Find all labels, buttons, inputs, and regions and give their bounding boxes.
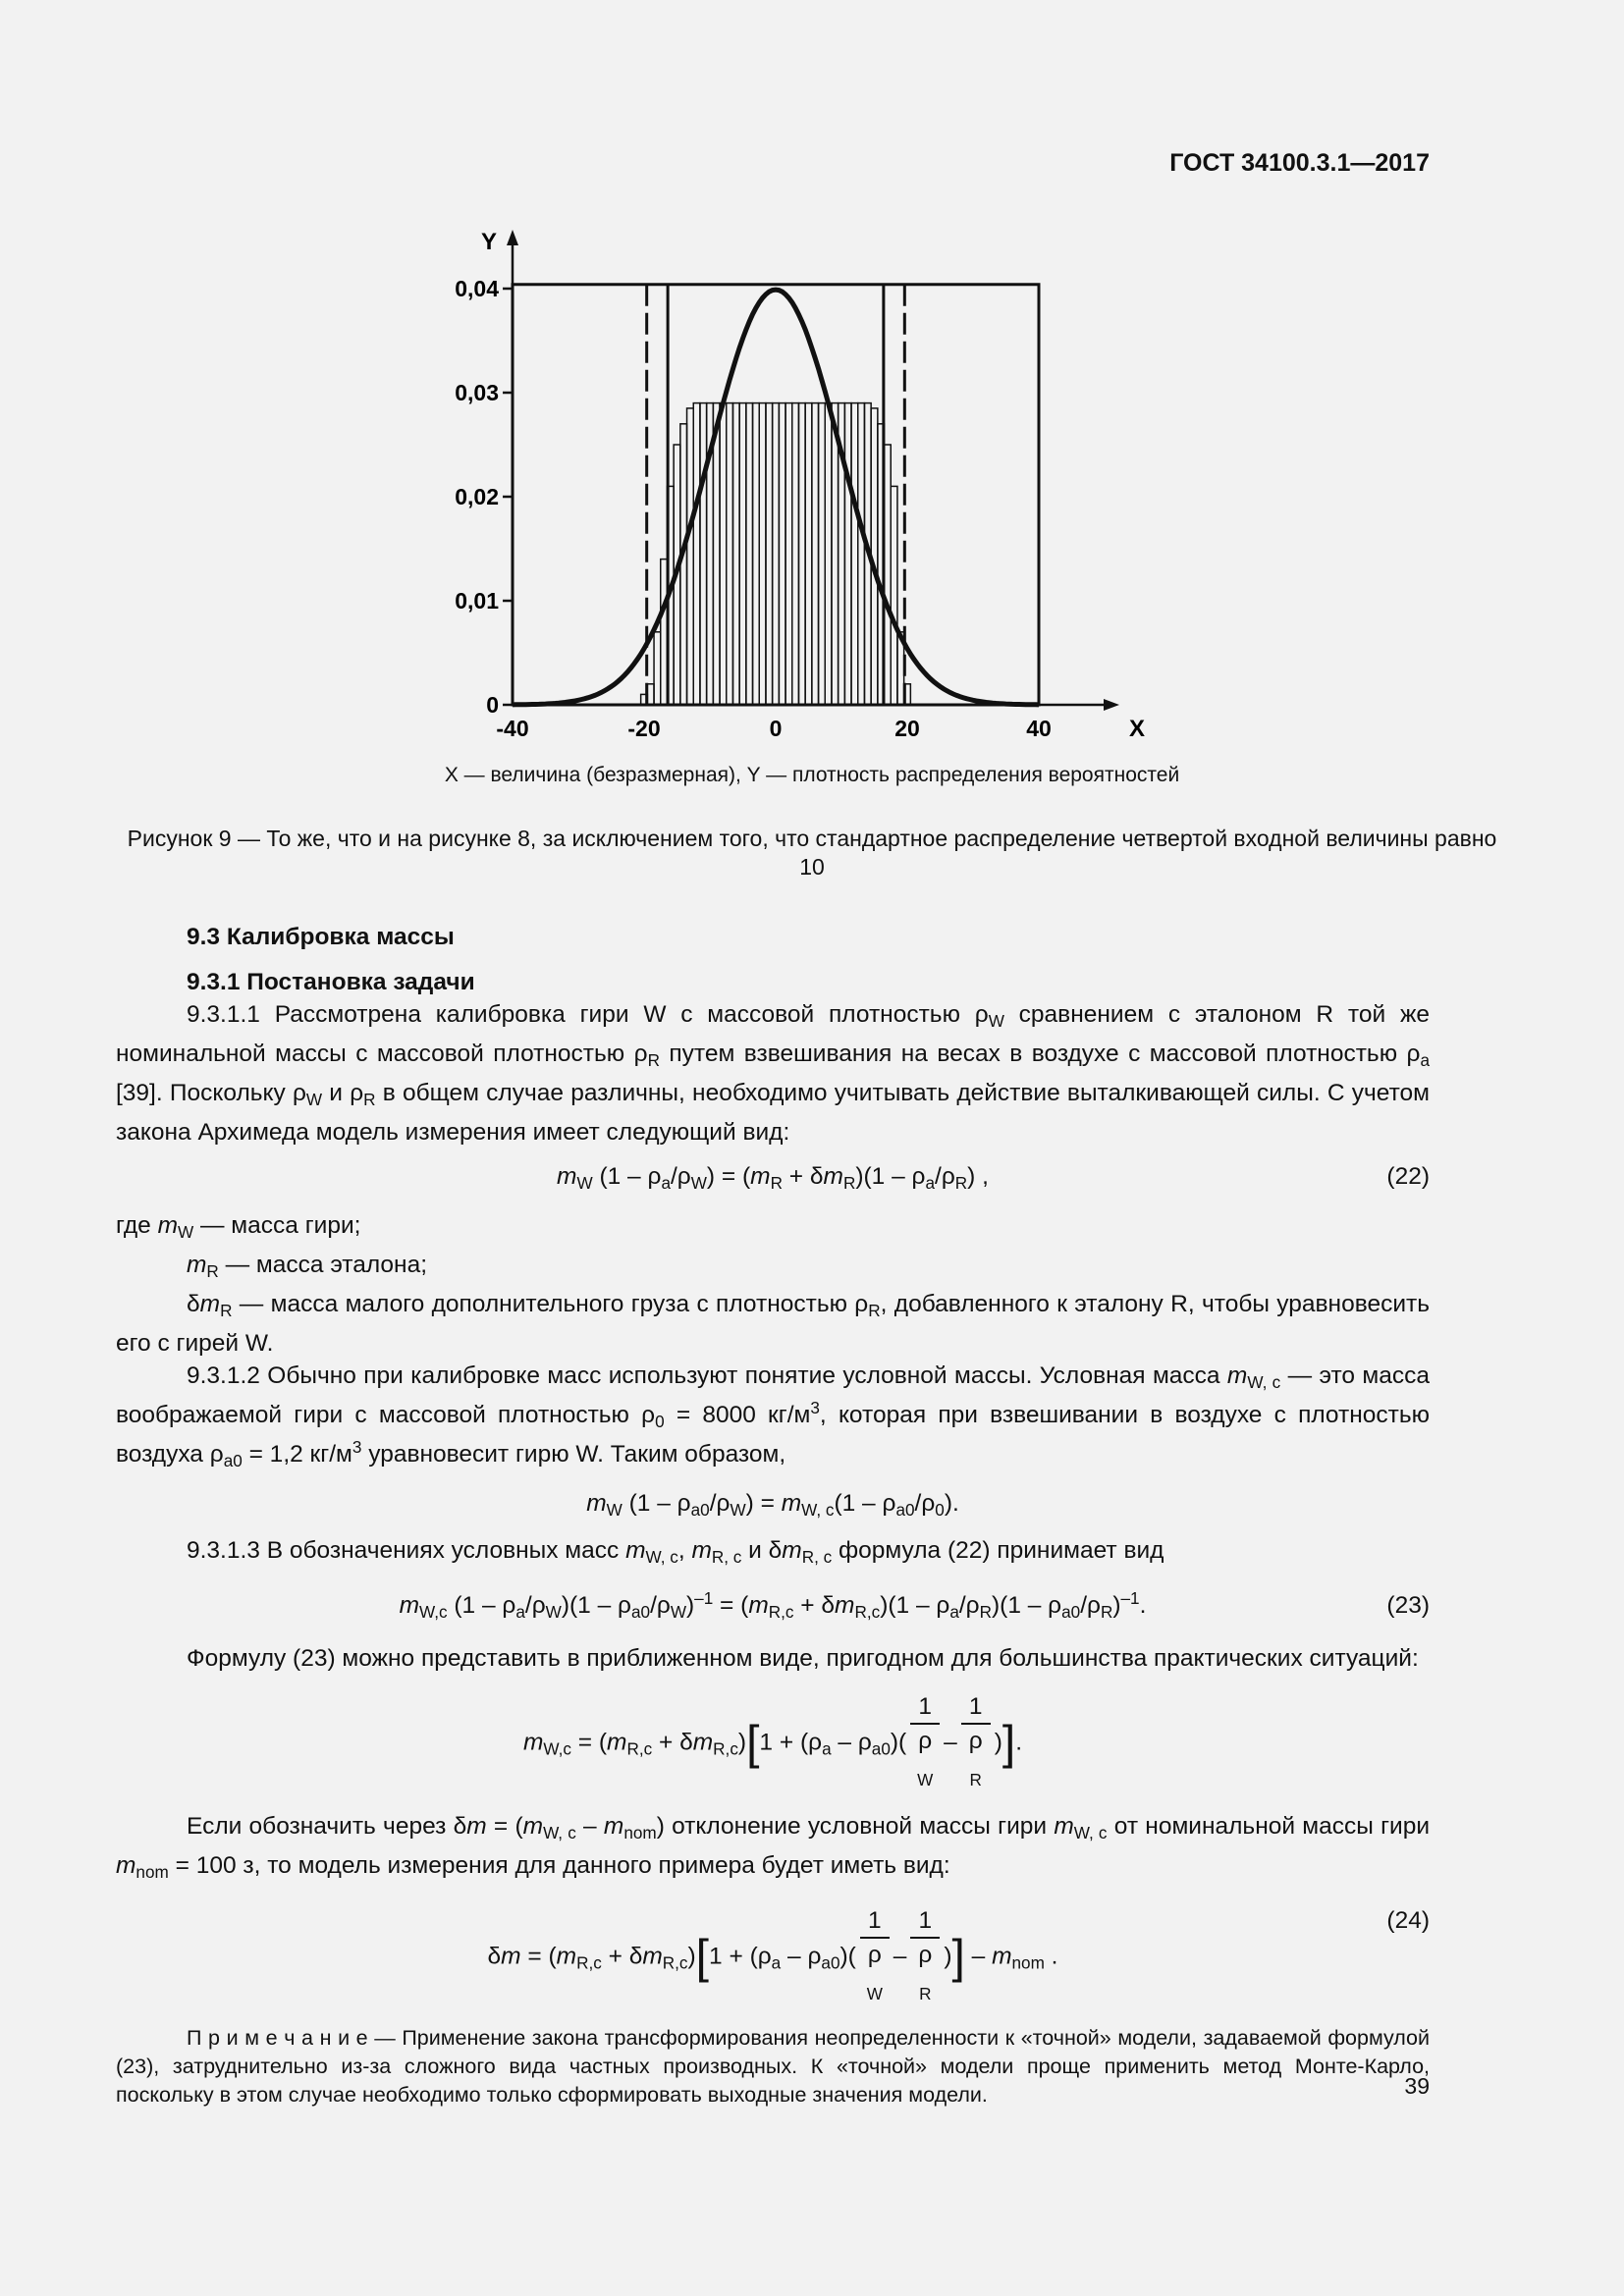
histogram-bar: [851, 403, 858, 705]
y-axis-label: Y: [480, 229, 498, 255]
histogram-bar: [766, 403, 773, 705]
section-heading-9-3: 9.3 Калибровка массы: [187, 924, 455, 950]
x-tick-label: 20: [894, 716, 920, 741]
paragraph-approximation: Формулу (23) можно представить в приближенном виде, пригодном для большинства практических ситуаций:: [187, 1645, 1419, 1672]
histogram-bar: [687, 408, 694, 705]
histogram-bar: [661, 560, 668, 705]
equation-22: $m_W$ $(1 - \rho_a/\rho_W) = (m_R + \delta m_R)(1 - \rho_a/\rho_R)$ , (22): [116, 1160, 1430, 1200]
histogram-bar: [713, 403, 720, 705]
paragraph-deviation: Если обозначить через $\delta m = (m_{W, c} - m_{nom})$ отклонение условной массы гири $m_{W, c}$ от номинальной массы гири $m_{nom} = 100$ з, то модель измерения для данного примера будет иметь вид:: [116, 1813, 1431, 1882]
histogram-bar: [891, 486, 897, 705]
equation-approximate: $m_{W,c} = (m_{R,c} + \delta m_{R,c})[1 + (\rho_a - \rho_{a0})$( 1 ρ $_W$ – 1 ρ $_R$ )].: [116, 1690, 1430, 1796]
x-tick-label: 40: [1026, 716, 1052, 741]
histogram-bar: [720, 403, 727, 705]
histogram-bar: [832, 403, 839, 705]
where-line-3: $\delta m_R$ — масса малого дополнительного груза с плотностью $\rho_R$, добавленного к эталону R, чтобы уравновесить его с гирей W.: [116, 1291, 1430, 1357]
histogram-bar: [792, 403, 799, 705]
page-number: 39: [1404, 2073, 1430, 2099]
y-tick-label: 0,02: [455, 484, 499, 509]
histogram-bar: [739, 403, 746, 705]
section-heading-9-3-1: 9.3.1 Постановка задачи: [187, 969, 475, 995]
histogram-bar: [805, 403, 812, 705]
equation-24: $\delta m = (m_{R,c} + \delta m_{R,c})[1 + (\rho_a - \rho_{a0})$( 1 ρ $_W$ – 1 ρ $_R$ )] – $m_{nom}$ . (24): [116, 1904, 1430, 2010]
x-tick-label: -20: [627, 716, 661, 741]
equation-number-23: (23): [1386, 1592, 1430, 1619]
y-tick-label: 0,01: [455, 588, 499, 614]
y-tick-label: 0,04: [455, 276, 499, 301]
paragraph-9-3-1-1: 9.3.1.1 Рассмотрена калибровка гири W с массовой плотностью $\rho_W$ сравнением с эталоном R той же номинальной массы с массовой плотностью $\rho_R$ путем взвешивания на весах в воздухе с массовой плотностью $\rho_a$ [39]. Поскольку $\rho_W$ и $\rho_R$ в общем случае различны, необходимо учитывать действие выталкивающей силы. С учетом закона Архимеда модель измерения имеет следующий вид:: [116, 1001, 1430, 1146]
normal-density-curve: [513, 290, 1039, 705]
where-line-2: $m_R$ — масса эталона;: [187, 1252, 428, 1281]
histogram-bar: [759, 403, 766, 705]
axis-caption: X — величина (безразмерная), Y — плотность распределения вероятностей: [444, 764, 1180, 786]
histogram-bar: [700, 403, 707, 705]
histogram-bar: [727, 403, 733, 705]
histogram-bar: [746, 403, 753, 705]
x-tick-label: 0: [769, 716, 783, 741]
paragraph-9-3-1-3: 9.3.1.3 В обозначениях условных масс $m_{W, c}$, $m_{R, c}$ и $\delta m_{R, c}$ формула (22) принимает вид: [187, 1537, 1164, 1567]
y-tick-label: 0: [486, 692, 499, 718]
equation-conventional-mass: $m_W$ $(1 - \rho_{a0}/\rho_W) = m_{W, c}(1 - \rho_{a0}/\rho_0)$.: [586, 1490, 959, 1520]
x-axis-label: X: [1128, 716, 1146, 742]
histogram-bar: [858, 403, 865, 705]
paragraph-9-3-1-2: 9.3.1.2 Обычно при калибровке масс используют понятие условной массы. Условная масса $m_{W, c}$ — это масса воображаемой гири с массовой плотностью $\rho_0 = 8000$ $кг/м^3$, которая при взвешивании в воздухе с плотностью воздуха $\rho_{a0} = 1,2$ $кг/м^3$ уравновесит гирю W. Таким образом,: [116, 1362, 1431, 1470]
main-text: [116, 921, 1430, 2109]
histogram-bar: [844, 403, 851, 705]
y-tick-label: 0,03: [455, 380, 499, 405]
histogram-bar: [798, 403, 805, 705]
figure-title: Рисунок 9 — То же, что и на рисунке 8, за исключением того, что стандартное распределение четвертой входной величины равно 10: [127, 826, 1497, 880]
histogram-bar: [693, 403, 700, 705]
x-tick-label: -40: [496, 716, 529, 741]
equation-number-24: (24): [1386, 1907, 1430, 1934]
histogram-bar: [825, 403, 832, 705]
y-axis-arrow: [507, 230, 518, 245]
plot-rectangle: [513, 285, 1039, 705]
histogram-bar: [753, 403, 760, 705]
chart-axes: [481, 229, 1145, 742]
normal-curve: [513, 290, 1039, 705]
histogram-bar: [732, 403, 739, 705]
chart-frame: [513, 285, 1039, 705]
equation-number-22: (22): [1386, 1163, 1430, 1190]
histogram-bar: [785, 403, 792, 705]
histogram-bar: [885, 445, 892, 705]
histogram-bar: [819, 403, 826, 705]
x-axis-arrow: [1104, 699, 1119, 711]
histogram-bar: [779, 403, 785, 705]
histogram-chart: [432, 224, 1146, 754]
where-line-1: где $m_W$ — масса гири;: [116, 1212, 361, 1242]
standard-header: ГОСТ 34100.3.1—2017: [1169, 149, 1430, 177]
note: П р и м е ч а н и е — Применение закона трансформирования неопределенности к «точной» модели, задаваемой формулой (23), затруднительно из-за сложного вида частных производных. К «точной» модели проще применить метод Монте-Карло, поскольку в этом случае необходимо только сформировать выходные значения модели.: [116, 2026, 1430, 2107]
histogram-bar: [647, 684, 654, 705]
histogram-bar: [773, 403, 780, 705]
equation-23: $m_{W,c}$ $(1 - \rho_a/\rho_W)(1 - \rho_{a0}/\rho_W)^{-1} = (m_{R,c} + \delta m_{R,c})(1 - \rho_a/\rho_R)(1 - \rho_{a0}/\rho_R)^{-1}$. (23): [399, 1588, 1430, 1622]
histogram-bar: [654, 632, 661, 705]
histogram-bar: [812, 403, 819, 705]
